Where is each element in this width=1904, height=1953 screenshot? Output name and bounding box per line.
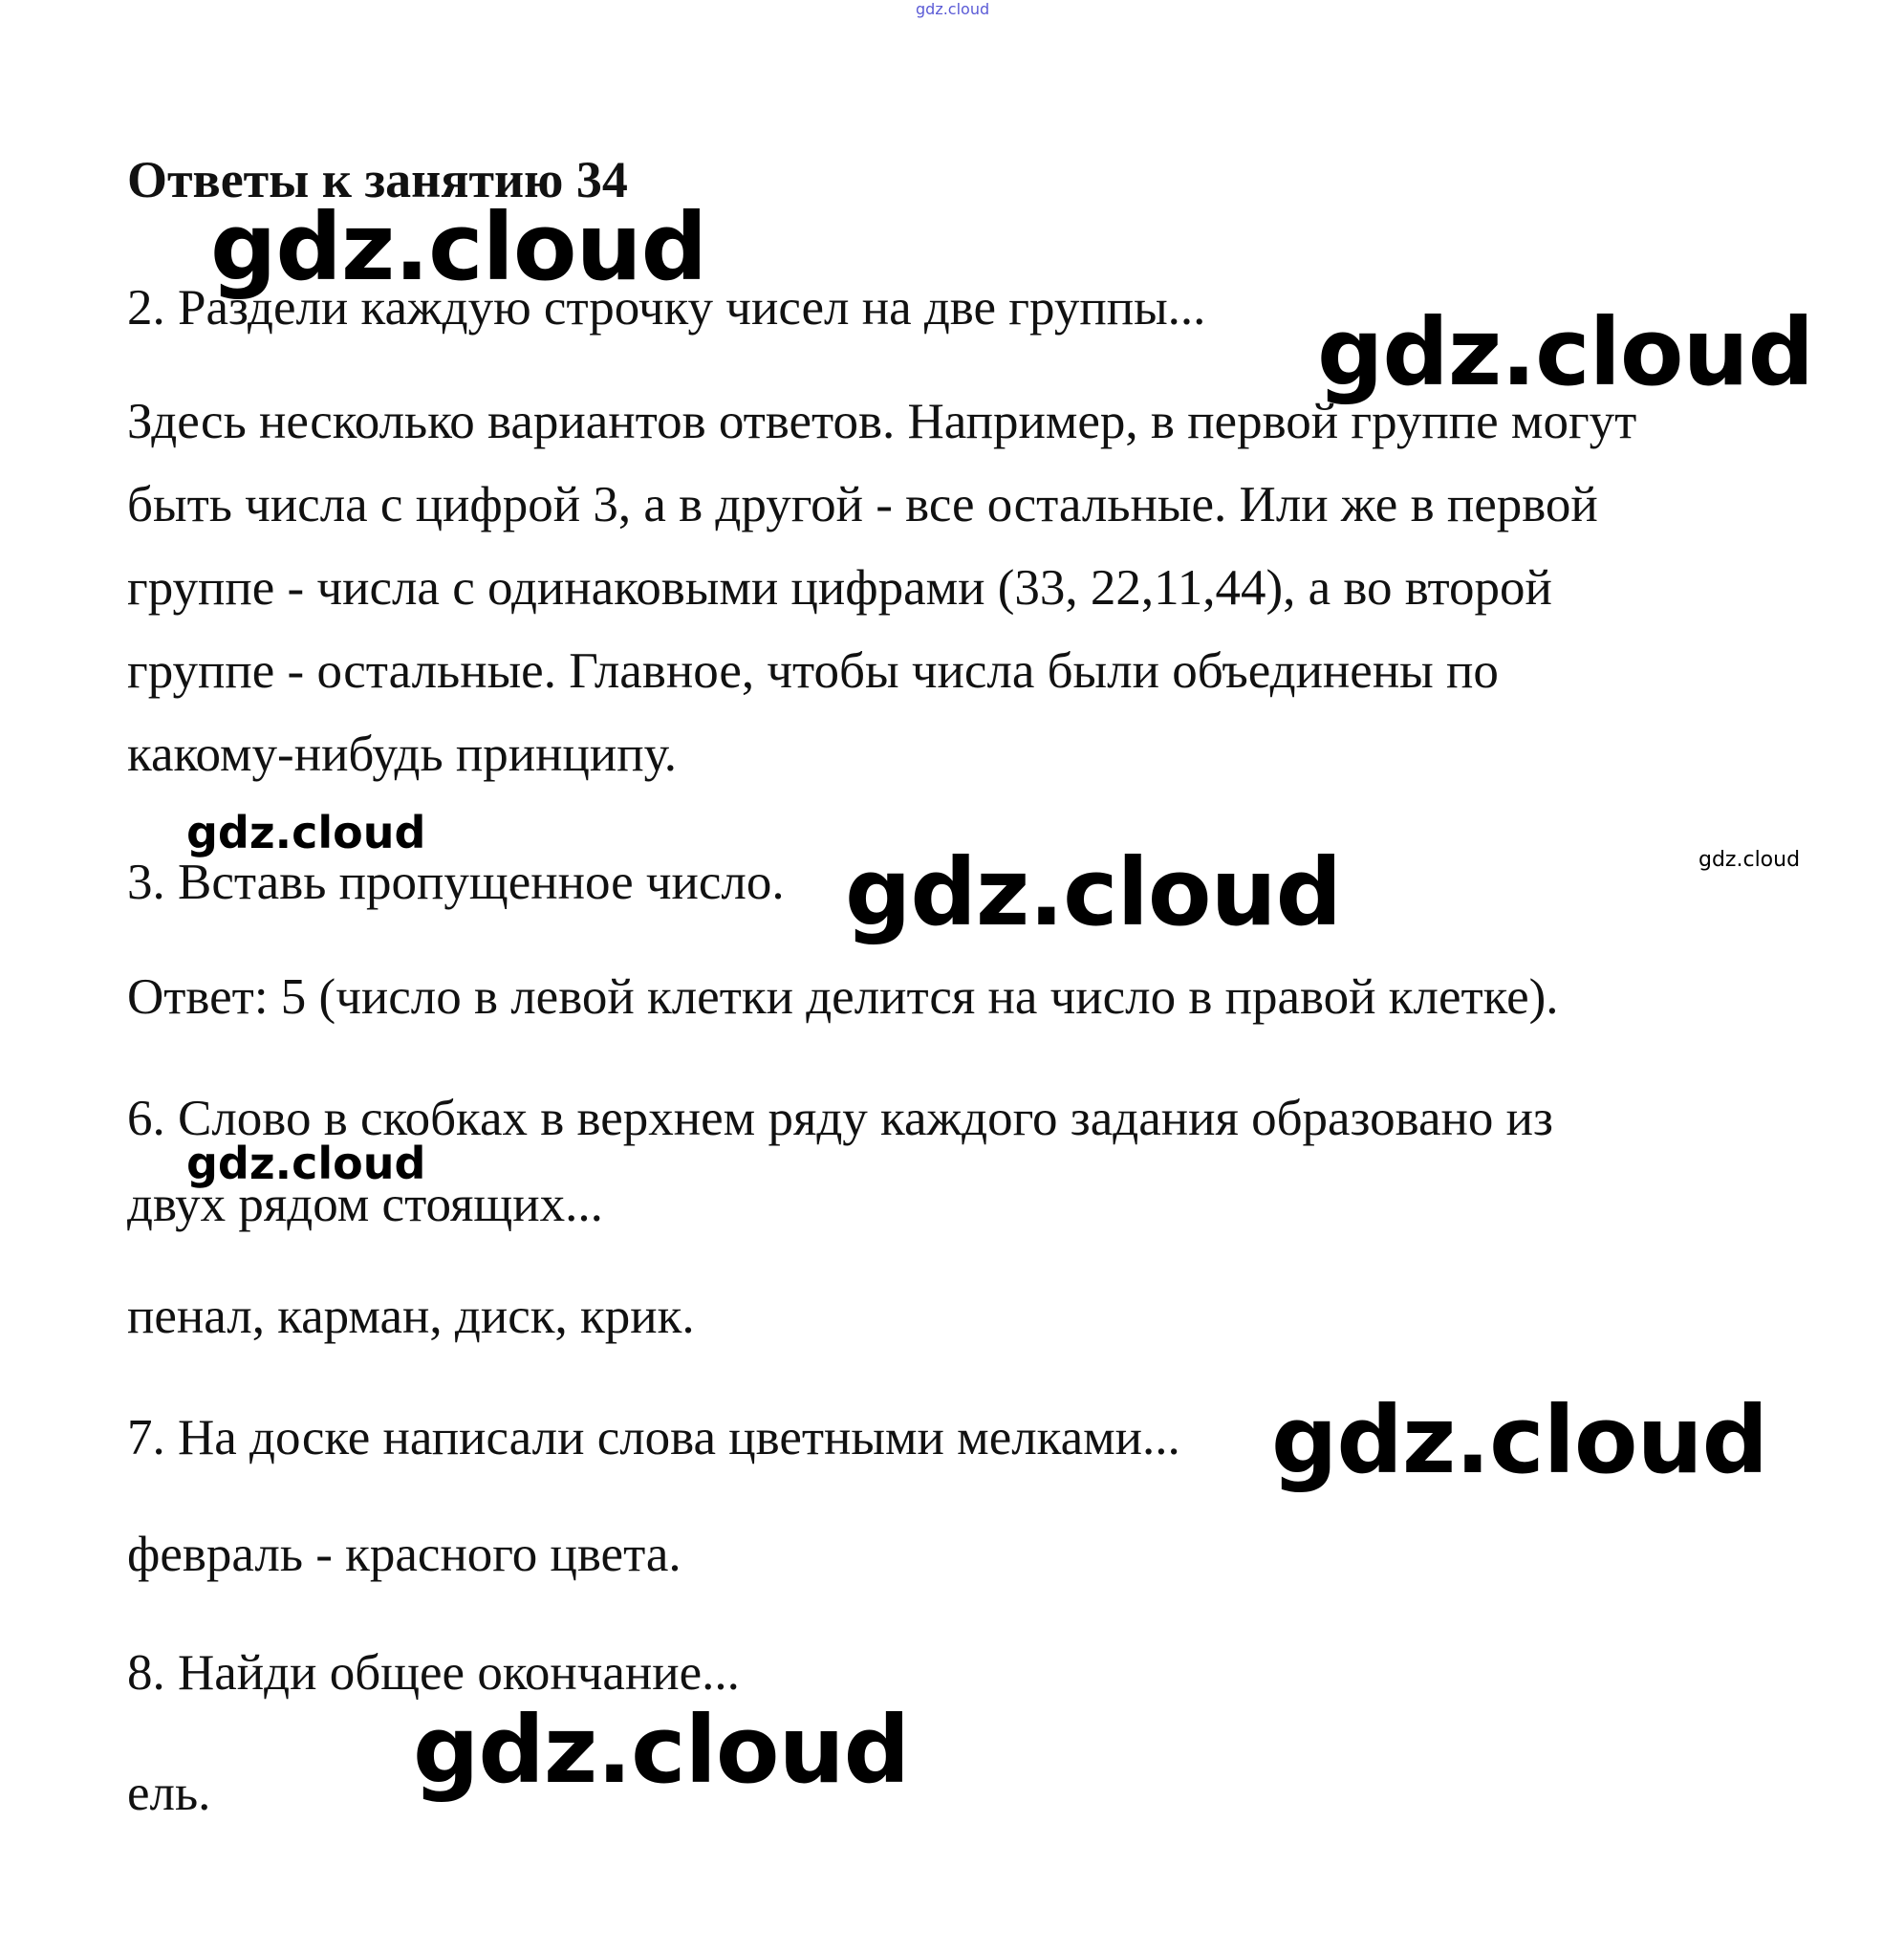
- watermark: gdz.cloud: [186, 807, 426, 858]
- task-8-heading: 8. Найди общее окончание...: [127, 1645, 740, 1701]
- watermark: gdz.cloud: [845, 838, 1342, 946]
- page-title: Ответы к занятию 34: [127, 151, 628, 208]
- watermark: gdz.cloud: [1317, 298, 1814, 406]
- task-2-heading: 2. Раздели каждую строчку чисел на две группы...: [127, 280, 1206, 336]
- task-6-heading-line-2: двух рядом стоящих...: [127, 1177, 603, 1232]
- task-3-answer: Ответ: 5 (число в левой клетки делится на число в правой клетке).: [127, 969, 1559, 1025]
- task-7-answer: февраль - красного цвета.: [127, 1527, 682, 1582]
- answer-line: группе - остальные. Главное, чтобы числа были объединены по: [127, 643, 1499, 699]
- watermark: gdz.cloud: [1271, 1386, 1768, 1494]
- task-7-heading: 7. На доске написали слова цветными мелками...: [127, 1410, 1180, 1465]
- task-2-answer: [127, 380, 1828, 796]
- answer-line: быть числа с цифрой 3, а в другой - все остальные. Или же в первой: [127, 477, 1598, 532]
- task-6-answer: пенал, карман, диск, крик.: [127, 1289, 695, 1344]
- watermark: gdz.cloud: [1698, 848, 1801, 872]
- answer-line: Здесь несколько вариантов ответов. Например, в первой группе могут: [127, 394, 1637, 449]
- task-3-heading: 3. Вставь пропущенное число.: [127, 855, 785, 910]
- task-6-heading-line-1: 6. Слово в скобках в верхнем ряду каждого задания образовано из: [127, 1091, 1553, 1146]
- task-8-answer: ель.: [127, 1766, 211, 1821]
- watermark: gdz.cloud: [413, 1696, 910, 1804]
- header-watermark: gdz.cloud: [916, 0, 990, 18]
- watermark: gdz.cloud: [210, 193, 707, 301]
- watermark: gdz.cloud: [186, 1138, 426, 1189]
- answer-line: какому-нибудь принципу.: [127, 727, 678, 782]
- answer-line: группе - числа с одинаковыми цифрами (33, 22,11,44), а во второй: [127, 560, 1552, 616]
